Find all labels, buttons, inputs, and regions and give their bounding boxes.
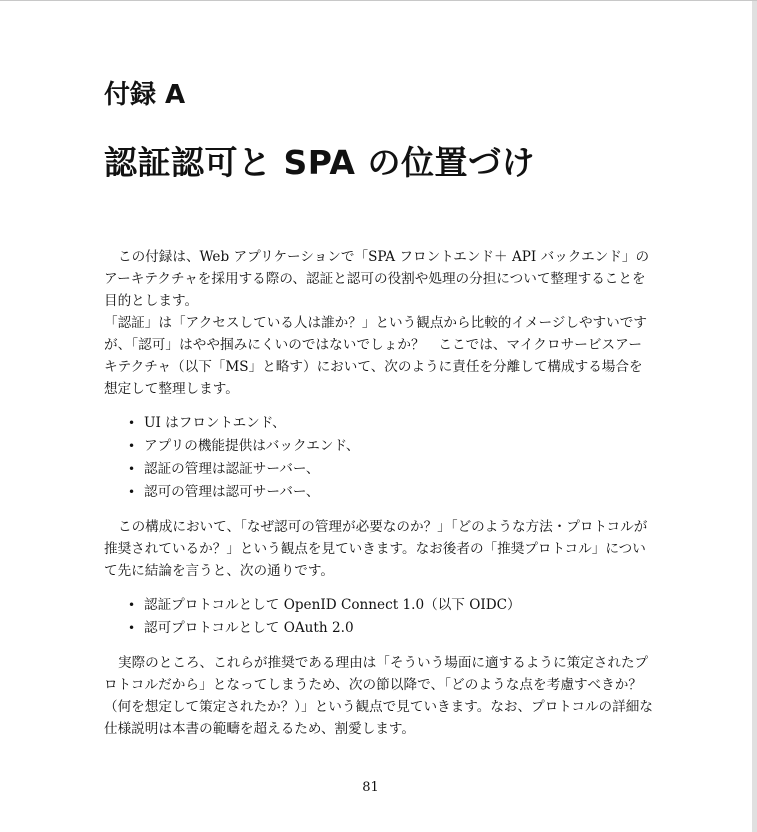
text-line: 「認証」は「アクセスしている人は誰か？」という観点から比較的イメージしやすいです: [104, 315, 647, 331]
protocol-list: [104, 594, 642, 640]
text-line: この付録は、Web アプリケーションで「SPA フロントエンド＋ API バックエンド」の: [118, 249, 650, 265]
text-line: ロトコルだから」となってしまうため、次の節以降で、「どのような点を考慮すべきか？: [104, 677, 642, 693]
paragraph-4: [104, 652, 653, 740]
paragraph-3: [104, 516, 648, 582]
chapter-title: 認証認可と SPA の位置づけ: [104, 143, 535, 182]
text-line: キテクチャ（以下「MS」と略す）において、次のように責任を分離して構成する場合を: [104, 359, 643, 375]
text-line: アーキテクチャを採用する際の、認証と認可の役割や処理の分担について整理することを: [104, 271, 646, 287]
text-line: この構成において、「なぜ認可の管理が必要なのか？」「どのような方法・プロトコルが: [118, 519, 648, 535]
list-item-text: UI はフロントエンド、: [144, 415, 286, 431]
list-item: [128, 481, 642, 504]
list-item: [128, 412, 642, 435]
paragraph-1: [104, 246, 650, 312]
list-item-text: 認可の管理は認可サーバー、: [144, 484, 320, 500]
top-border: [0, 0, 757, 1]
text-line: （何を想定して策定されたか？）」という観点で見ていきます。なお、プロトコルの詳細な: [104, 699, 653, 715]
text-line: 推奨されているか？」という観点を見ていきます。なお後者の「推奨プロトコル」につい: [104, 541, 646, 557]
bullet-icon: •: [128, 598, 136, 612]
list-item-text: 認可プロトコルとして OAuth 2.0: [144, 620, 354, 636]
scrollbar[interactable]: [752, 1, 757, 832]
list-item-text: 認証プロトコルとして OpenID Connect 1.0（以下 OIDC）: [144, 597, 521, 613]
list-item-text: アプリの機能提供はバックエンド、: [144, 438, 360, 454]
bullet-icon: •: [128, 462, 136, 476]
responsibility-list: [104, 412, 642, 504]
text-line: 仕様説明は本書の範疇を超えるため、割愛します。: [104, 721, 416, 737]
text-line: 実際のところ、これらが推奨である理由は「そういう場面に適するように策定されたプ: [118, 655, 649, 671]
text-line: が、「認可」はやや掴みにくいのではないでしょか？ ここでは、マイクロサービスアー: [104, 337, 642, 353]
list-item: [128, 435, 642, 458]
bullet-icon: •: [128, 621, 136, 635]
page-body: [104, 246, 653, 740]
list-item: [128, 458, 642, 481]
text-line: 想定して整理します。: [104, 381, 239, 397]
text-line: 目的とします。: [104, 293, 199, 309]
page-number: 81: [362, 780, 379, 795]
list-item-text: 認証の管理は認証サーバー、: [144, 461, 320, 477]
bullet-icon: •: [128, 416, 136, 430]
bullet-icon: •: [128, 485, 136, 499]
paragraph-2: [104, 312, 647, 400]
chapter-label: 付録 A: [104, 80, 186, 110]
list-item: [128, 594, 642, 617]
bullet-icon: •: [128, 439, 136, 453]
list-item: [128, 617, 642, 640]
text-line: て先に結論を言うと、次の通りです。: [104, 563, 335, 579]
